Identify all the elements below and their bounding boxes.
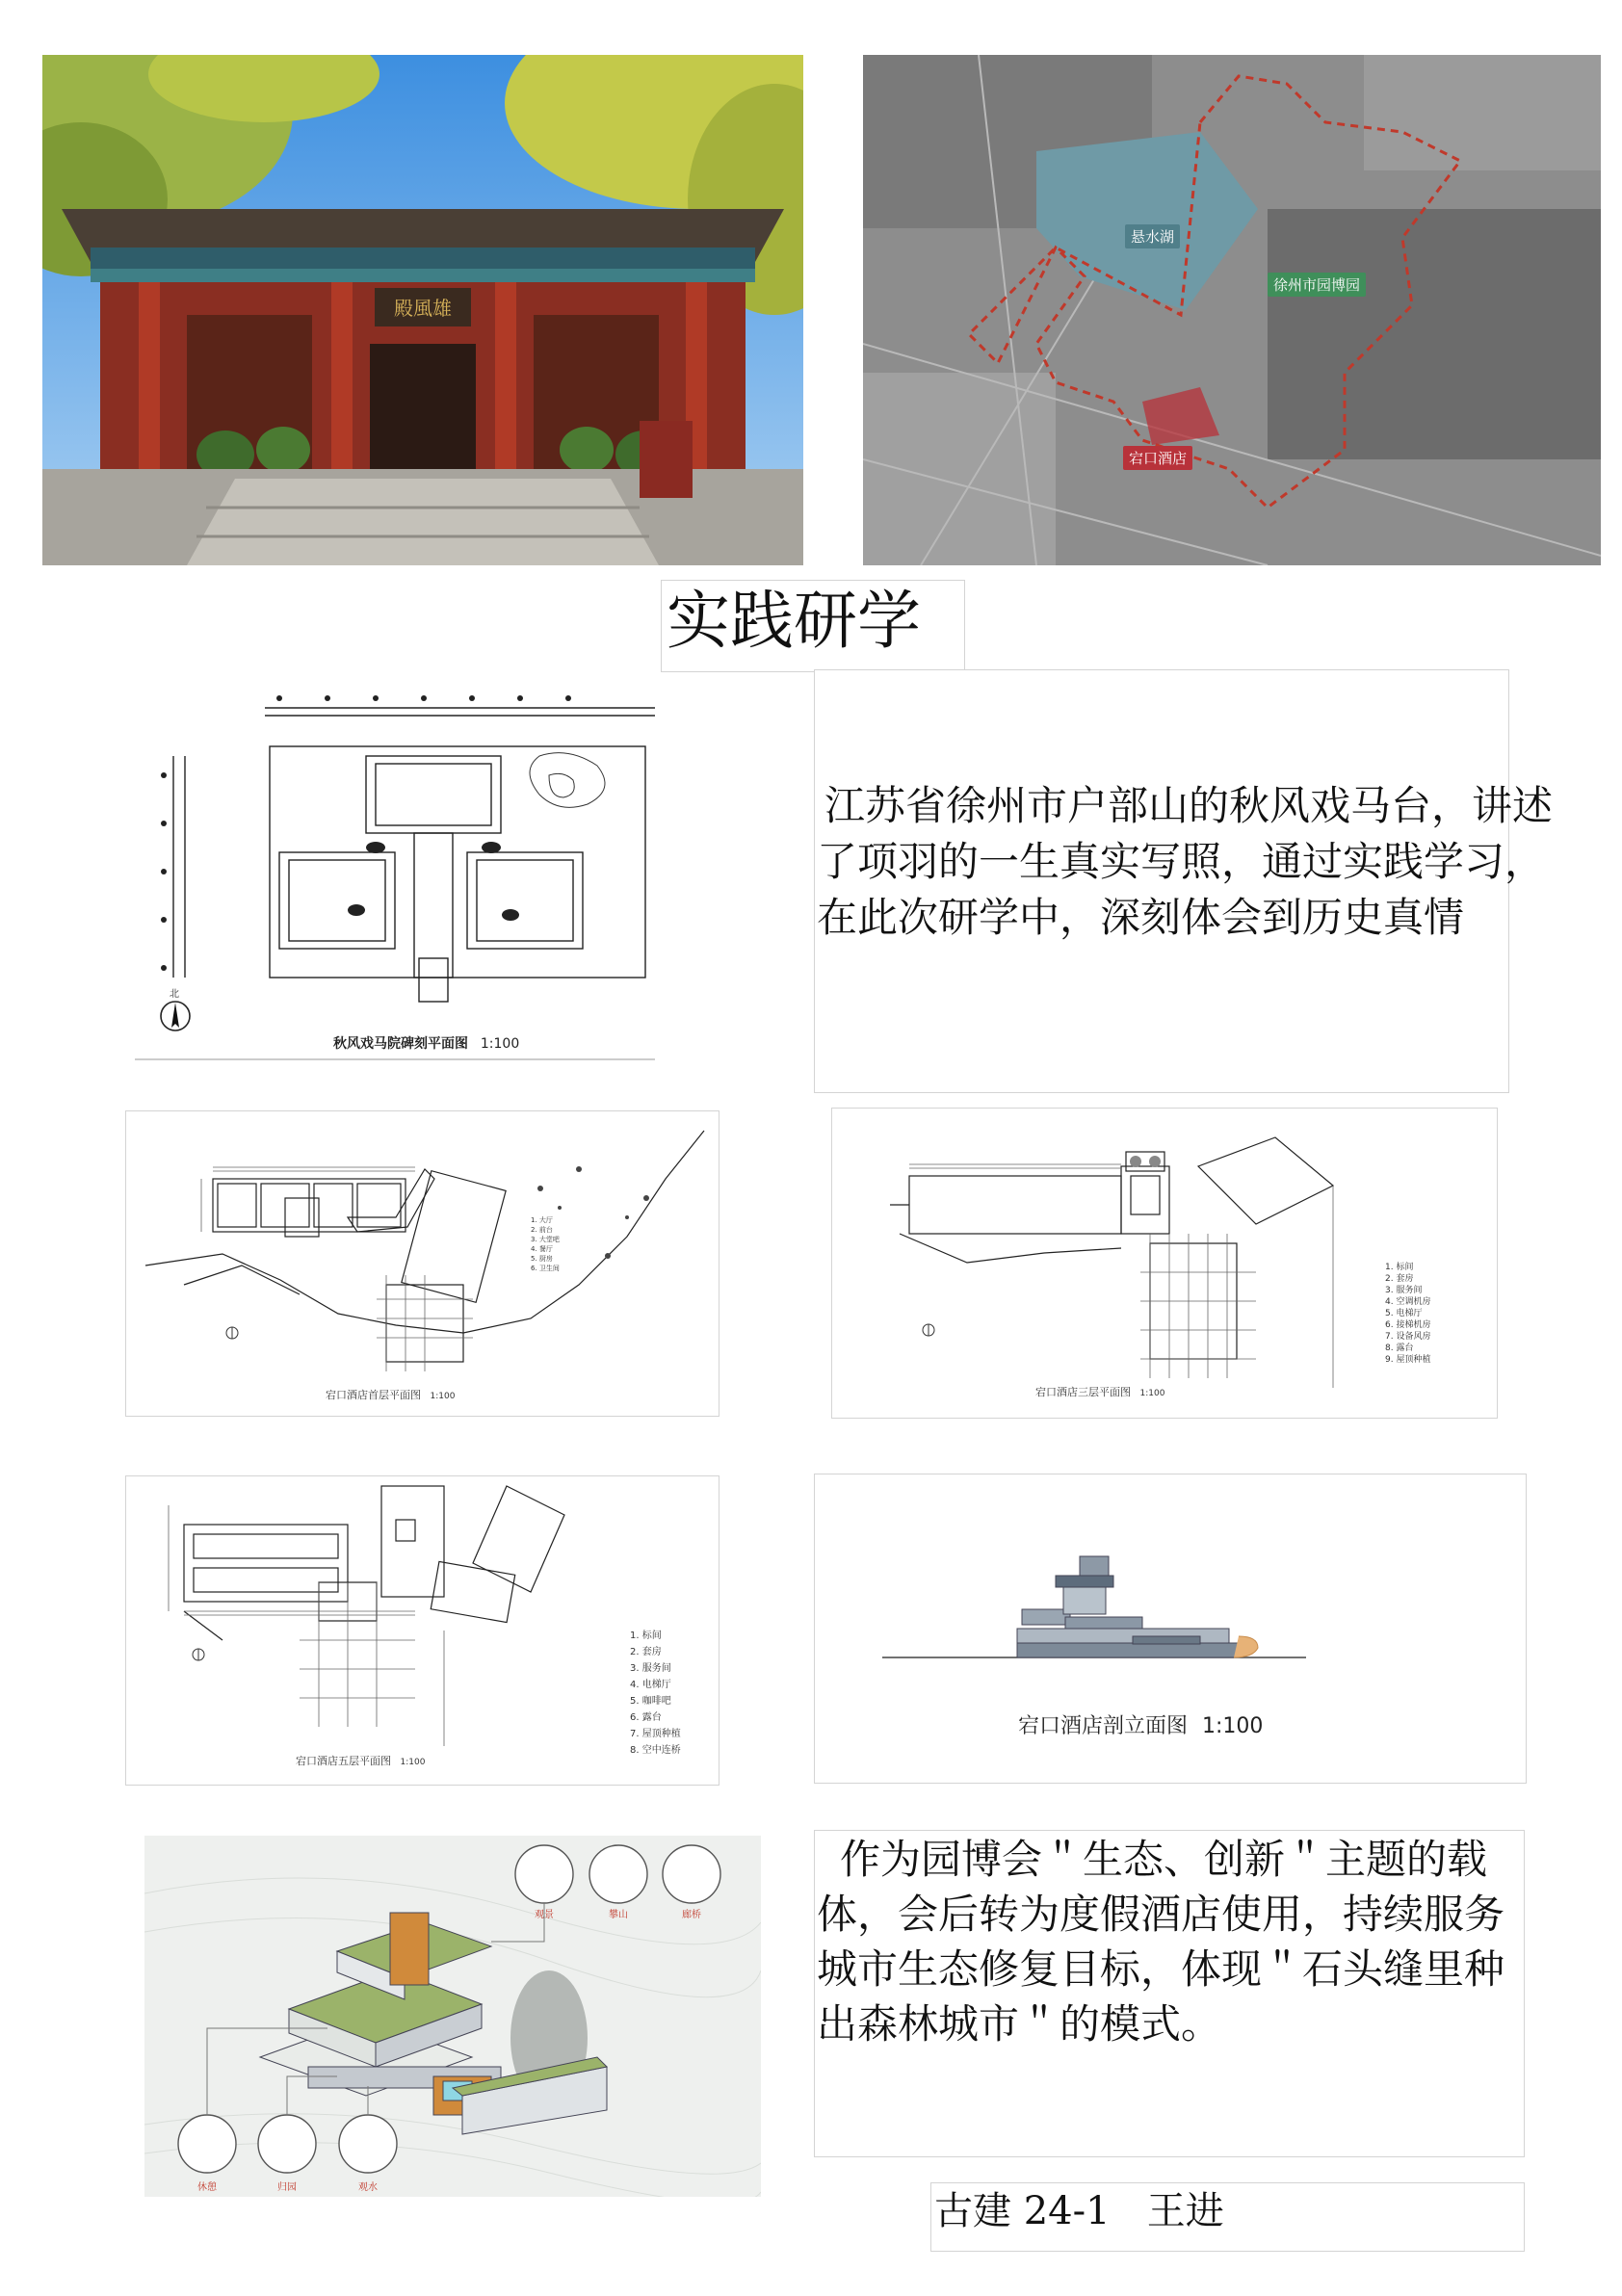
stage-plan-caption bbox=[333, 1033, 519, 1053]
floor1-plan-scale: 1:100 bbox=[430, 1392, 456, 1401]
section-scale: 1:100 bbox=[1202, 1714, 1264, 1738]
floor3-legend-item: 5. 电梯厅 bbox=[1385, 1309, 1423, 1318]
axon-label-bridge: 廊桥 bbox=[682, 1910, 701, 1920]
temple-photo bbox=[42, 55, 803, 565]
stage-plan-scale: 1:100 bbox=[480, 1036, 520, 1052]
floor5-plan-title: 宕口酒店五层平面图 bbox=[296, 1755, 391, 1767]
floor3-plan-title: 宕口酒店三层平面图 bbox=[1035, 1386, 1131, 1398]
stage-plan-title: 秋风戏马院碑刻平面图 bbox=[333, 1036, 468, 1052]
axon-render bbox=[144, 1836, 761, 2197]
floor5-legend-item: 5. 咖啡吧 bbox=[630, 1696, 671, 1707]
intro-text: 江苏省徐州市户部山的秋风戏马台，讲述了项羽的一生真实写照，通过实践学习，在此次研学中，深刻体会到历史真情 bbox=[817, 782, 1554, 941]
north-label: 北 bbox=[170, 989, 179, 1000]
svg-text:3. 大堂吧: 3. 大堂吧 bbox=[531, 1236, 560, 1243]
floor5-legend-item: 6. 露台 bbox=[630, 1712, 662, 1723]
floor3-legend-item: 8. 露台 bbox=[1385, 1344, 1414, 1353]
axon-label-rest: 休憩 bbox=[197, 2182, 217, 2193]
svg-text:1. 大厅: 1. 大厅 bbox=[531, 1216, 553, 1224]
svg-text:5. 厨房: 5. 厨房 bbox=[531, 1255, 553, 1263]
floor5-legend-item: 3. 服务间 bbox=[630, 1663, 671, 1674]
floor1-plan-title: 宕口酒店首层平面图 bbox=[326, 1389, 421, 1401]
stage-plan bbox=[135, 679, 665, 1069]
floor5-legend-item: 2. 套房 bbox=[630, 1647, 662, 1657]
axon-label-climb: 攀山 bbox=[609, 1910, 628, 1920]
floor3-legend-item: 1. 标间 bbox=[1385, 1263, 1414, 1272]
floor5-legend-item: 7. 屋顶种植 bbox=[630, 1729, 681, 1739]
floor5-legend-item: 4. 电梯厅 bbox=[630, 1680, 671, 1690]
axon-label-garden: 归园 bbox=[277, 2182, 297, 2193]
site-map bbox=[863, 55, 1601, 565]
lake-label: 悬水湖 bbox=[1125, 224, 1180, 248]
hotel-label: 宕口酒店 bbox=[1123, 446, 1192, 470]
floor5-plan-caption bbox=[296, 1753, 425, 1768]
floor5-plan-scale: 1:100 bbox=[400, 1758, 426, 1767]
conclusion-text: 作为园博会＂生态、创新＂主题的载体，会后转为度假酒店使用，持续服务城市生态修复目标，体现＂石头缝里种出森林城市＂的模式。 bbox=[817, 1836, 1505, 2048]
floor3-plan-caption bbox=[1035, 1384, 1164, 1399]
section-caption bbox=[1018, 1709, 1263, 1739]
svg-text:6. 卫生间: 6. 卫生间 bbox=[531, 1265, 560, 1272]
floor5-legend-item: 1. 标间 bbox=[630, 1631, 662, 1641]
svg-text:2. 前台: 2. 前台 bbox=[531, 1226, 553, 1234]
floor3-legend-item: 9. 屋顶种植 bbox=[1385, 1355, 1431, 1365]
axon-label-viewpoint: 观景 bbox=[535, 1910, 554, 1920]
floor3-legend-item: 4. 空调机房 bbox=[1385, 1297, 1431, 1307]
floor3-legend-item: 2. 套房 bbox=[1385, 1274, 1414, 1284]
floor3-plan-scale: 1:100 bbox=[1139, 1389, 1165, 1398]
section-title: 宕口酒店剖立面图 bbox=[1018, 1714, 1189, 1738]
author-line: 古建 24-1 王进 bbox=[934, 2189, 1224, 2233]
floor5-legend-item: 8. 空中连桥 bbox=[630, 1745, 681, 1756]
floor3-legend-item: 3. 服务间 bbox=[1385, 1286, 1423, 1295]
axon-label-water: 观水 bbox=[358, 2182, 378, 2193]
floor1-plan bbox=[126, 1111, 719, 1416]
park-label: 徐州市园博园 bbox=[1268, 273, 1366, 297]
page-title: 实践研学 bbox=[667, 584, 921, 658]
floor3-legend bbox=[1385, 1262, 1430, 1366]
floor1-plan-caption bbox=[326, 1387, 455, 1402]
floor3-legend-item: 7. 设备风房 bbox=[1385, 1332, 1431, 1342]
floor5-legend bbox=[630, 1628, 681, 1759]
temple-plaque: 殿風雄 bbox=[394, 297, 452, 320]
floor1-plan-frame bbox=[125, 1110, 719, 1417]
floor3-legend-item: 6. 接梯机房 bbox=[1385, 1320, 1431, 1330]
svg-text:4. 餐厅: 4. 餐厅 bbox=[531, 1245, 553, 1253]
